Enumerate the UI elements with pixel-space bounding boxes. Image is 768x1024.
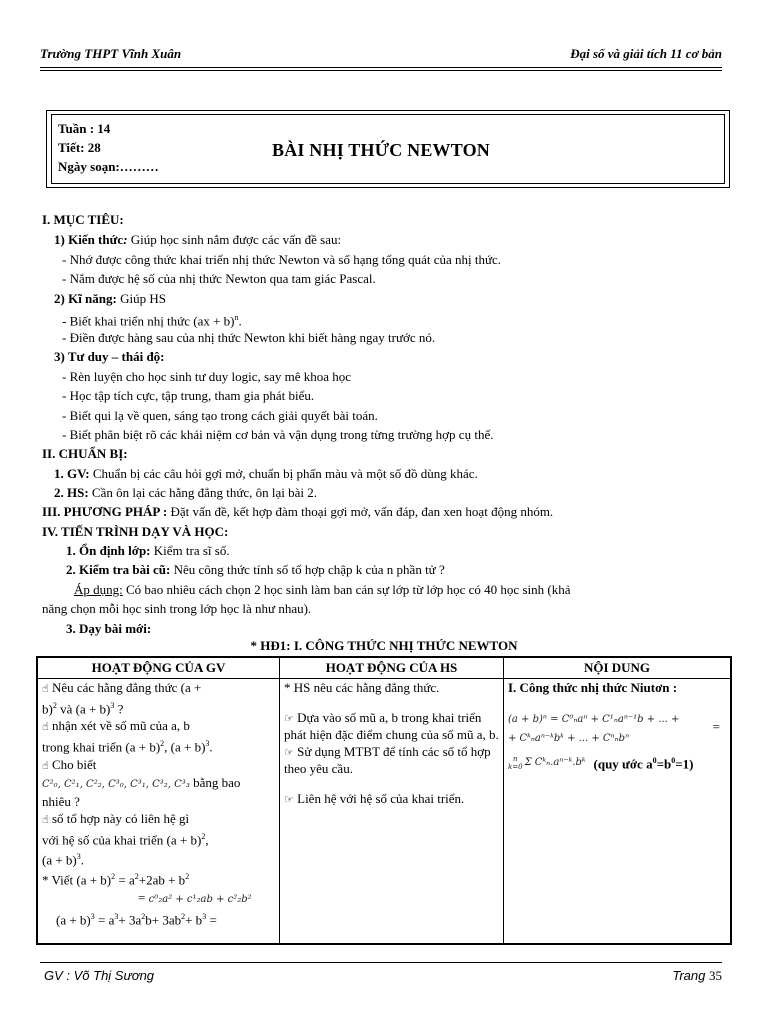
gv-item-2b: trong khai triển $(a + b)^2$, $(a + b)^3$. [42,739,213,755]
lesson-title: BÀI NHỊ THỨC NEWTON [272,140,491,160]
title-box [46,110,730,188]
gv-item-1b: b)$^2$ và $(a + b)^3$ ? [42,701,124,717]
nd-title: I. Công thức nhị thức Niutơn : [508,680,678,695]
prep-student: 2. HS: Cần ôn lại các hằng đẳng thức, ôn lại bài 2. [54,485,318,500]
footer-teacher: GV : Võ Thị Sương [44,968,155,983]
gv-item-1: ☝ Nêu các hằng đẳng thức (a + [42,680,202,695]
gv-item-4b: với hệ số của khai triển $(a + b)^2$, [42,831,209,847]
content-column [504,679,732,945]
sum-bounds: n k=0 [508,754,523,771]
header-teacher: HOẠT ĐỘNG CỦA GV [37,657,280,679]
skill-item-2: - Điền được hàng sau của nhị thức Newton khi biết hàng ngay trước nó. [62,330,436,345]
table-row [37,679,731,945]
header-rule [40,67,722,71]
gv-item-5: * Viết $(a + b)^2 = a^2+2ab + b^2$ [42,872,190,888]
activity-table [36,656,732,945]
attitude-item-1: - Rèn luyện cho học sinh tư duy logic, say mê khoa học [62,369,352,384]
student-column [280,679,504,945]
attitude-item-3: - Biết qui lạ về quen, sáng tạo trong cách giải quyết bài toán. [62,408,378,423]
pointing-hand-icon: ☞ [284,712,294,725]
section-preparation: II. CHUẨN BỊ: [42,446,128,461]
nd-formula-2: + Cᵏₙaⁿ⁻ᵏbᵏ + ... + Cⁿₙbⁿ = [508,719,720,744]
header-content: NỘI DUNG [504,657,732,679]
hs-item-2: ☞ Dựa vào số mũ a, b trong khai triển phát hiện đặc điểm chung của số mũ a, b. [284,710,499,742]
pointing-hand-icon: ☞ [284,746,294,759]
date-label: Ngày soạn:……… [58,159,159,174]
method-line: III. PHƯƠNG PHÁP : Đặt vấn đề, kết hợp đàm thoại gợi mở, vấn đáp, đan xen hoạt động nhóm. [42,504,554,519]
nd-formula-1: (a + b)ⁿ = C⁰ₙaⁿ + C¹ₙaⁿ⁻¹b + ... + [508,714,680,725]
hand-icon: ☝ [42,758,49,772]
hand-icon: ☝ [42,720,49,734]
gv-item-5b: = c⁰₂a² + c¹₂ab + c²₂b² [138,889,252,905]
apply-line: Áp dụng: Có bao nhiêu cách chọn 2 học sinh làm ban cán sự lớp từ lớp học có 40 học sinh (khả [74,582,571,597]
knowledge-item-1: - Nhớ được công thức khai triển nhị thức Newton và số hạng tổng quát của nhị thức. [62,252,502,267]
header-school: Trường THPT Vĩnh Xuân [40,46,182,61]
skill-text: Giúp HS [116,291,166,306]
combination-list: C²₀, C²₁, C²₂, C³₀, C³₁, C³₂, C³₃ [42,778,190,790]
header-student: HOẠT ĐỘNG CỦA HS [280,657,504,679]
convention: (quy ước $a^0=b^0=1$) [593,756,694,772]
table-header-row [37,657,731,679]
knowledge-item-2: - Nắm được hệ số của nhị thức Newton qua tam giác Pascal. [62,271,376,286]
attitude-item-4: - Biết phân biệt rõ các khái niệm cơ bản và vận dụng trong từng trường hợp cụ thể. [62,427,494,442]
period-label: Tiết: 28 [58,140,101,155]
section-process: IV. TIẾN TRÌNH DẠY VÀ HỌC: [42,524,229,539]
gv-item-6: $(a + b)^3 = a^3+ 3a^2b+ 3ab^2+ b^3$ = [56,911,217,927]
sum-term: Σ Cᵏₙ.aⁿ⁻ᵏ.bᵏ [524,756,586,768]
activity-title: * HĐ1: I. CÔNG THỨC NHỊ THỨC NEWTON [250,638,518,653]
knowledge-colon: : [123,232,128,247]
week-label: Tuần : 14 [58,121,111,136]
attitude-item-2: - Học tập tích cực, tập trung, tham gia phát biểu. [62,388,315,403]
prep-teacher: 1. GV: Chuẩn bị các câu hỏi gợi mở, chuẩn bị phấn màu và một số đồ dùng khác. [54,466,478,481]
gv-item-4c: $(a + b)^3$. [42,851,85,868]
nd-equals: = [712,719,720,734]
attitude-label: 3) Tư duy – thái độ: [54,349,165,364]
footer-rule [40,962,722,963]
title-box-inner [51,114,725,184]
process-step-2: 2. Kiểm tra bài cũ: Nêu công thức tính số tổ hợp chập k của n phần tử ? [66,562,445,577]
hs-item-1: * HS nêu các hằng đẳng thức. [284,680,440,695]
knowledge-line [54,232,341,248]
hand-icon: ☝ [42,682,49,695]
gv-item-3c: nhiêu ? [42,793,80,809]
skill-item-1: - Biết khai triển nhị thức (ax + b)$^n$. [62,313,242,329]
skill-label: 2) Kĩ năng: [54,291,117,306]
header-subject: Đại số và giải tích 11 cơ bản [570,46,722,61]
apply-line-2: năng chọn mỗi học sinh trong lớp học là như nhau). [42,601,312,616]
hand-icon: ☝ [42,812,49,826]
process-step-3: 3. Dạy bài mới: [66,621,152,636]
gv-item-2: ☝ nhận xét về số mũ của a, b [42,718,190,734]
nd-formula-3 [508,753,726,772]
hs-item-3: ☞ Sử dụng MTBT để tính các số tổ hợp theo yêu cầu. [284,744,491,776]
gv-item-4: ☝ số tổ hợp này có liên hệ gì [42,810,190,826]
pointing-hand-icon: ☞ [284,793,294,806]
gv-item-3b: C²₀, C²₁, C²₂, C³₀, C³₁, C³₂, C³₃ bằng bao [42,774,241,790]
teacher-column [37,679,280,945]
section-objectives: I. MỤC TIÊU: [42,212,124,227]
footer-page: Trang 35 [672,968,722,983]
skill-line [54,291,166,307]
hs-item-4: ☞ Liên hệ với hệ số của khai triển. [284,791,465,806]
process-step-1: 1. Ổn định lớp: Kiểm tra sĩ số. [66,543,230,558]
knowledge-text: Giúp học sinh nắm được các vấn đề sau: [127,232,342,247]
knowledge-label: 1) Kiến thức [54,232,124,247]
gv-item-3: ☝ Cho biết [42,756,97,772]
